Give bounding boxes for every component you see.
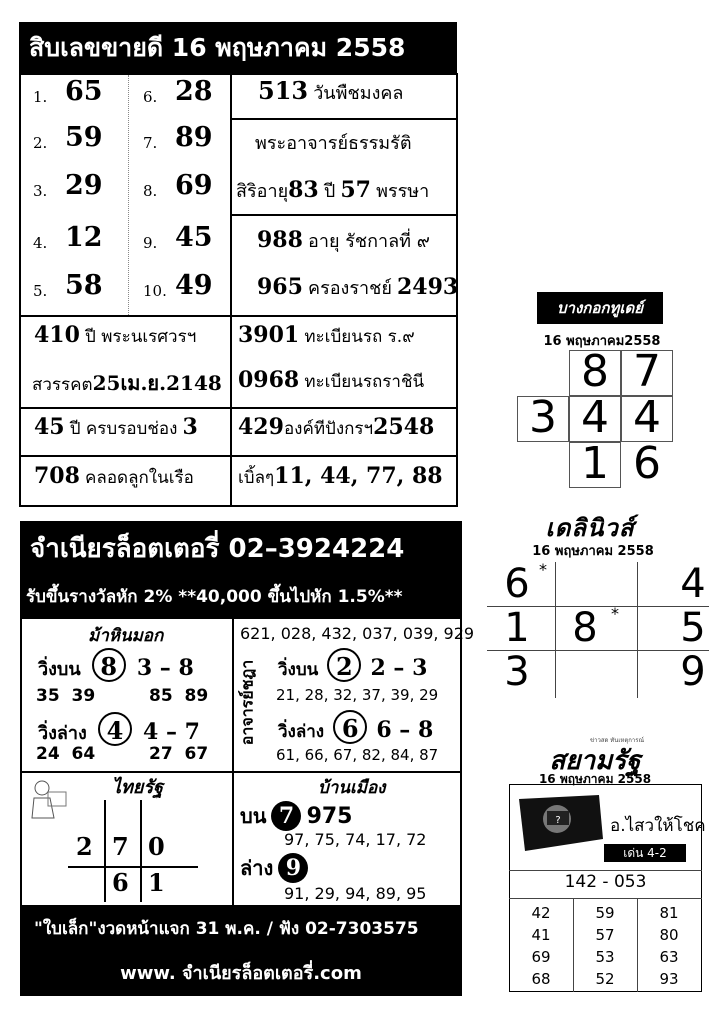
- mahinmok-title: ม้าหินมอก: [88, 626, 164, 646]
- achan-vertical-label: อาจารย์ชฎา: [237, 659, 257, 746]
- siamrath-cell: 52: [595, 970, 615, 988]
- row3-left1-text: ปี พระนเรศวรฯ: [85, 327, 197, 347]
- r3-n1: 83: [288, 177, 319, 203]
- top10-number: 58: [65, 270, 103, 301]
- siamrath-logo: สยามรัฐ: [549, 746, 641, 776]
- bangkok-digit: 6: [633, 438, 661, 489]
- achan-up-nums: 21, 28, 32, 37, 39, 29: [276, 686, 439, 704]
- bangkok-digit: 7: [633, 346, 661, 397]
- achan-up-circle: 2: [327, 648, 361, 682]
- thairath-digit: 6: [112, 868, 129, 897]
- thairath-title: ไทยรัฐ: [112, 777, 164, 798]
- top10-index: 10.: [143, 282, 167, 300]
- row4-left-text: ปี ครบรอบช่อง: [69, 419, 178, 439]
- dailynews-star: *: [539, 560, 547, 579]
- r5-number2: 2493: [396, 274, 459, 300]
- r1-row: [258, 76, 403, 107]
- achan-up: [278, 648, 427, 683]
- r5-row: [257, 273, 458, 302]
- dailynews-date: 16 พฤษภาคม 2558: [532, 544, 654, 559]
- mahinmok-up-nums-b: 85 89: [149, 686, 209, 706]
- siamrath-cell: 81: [659, 904, 679, 922]
- thairath-digit: 2: [76, 832, 93, 861]
- row3-left2-num: 25เม.ย.2148: [92, 371, 222, 395]
- row4-left-num: 45: [34, 414, 65, 440]
- dailynews-digit: 8: [572, 605, 598, 651]
- mahinmok-up-pair: 3 – 8: [136, 655, 194, 681]
- row3-right2-num: 0968: [238, 367, 300, 393]
- row4-left: [34, 414, 198, 442]
- top10-index: 6.: [143, 88, 158, 106]
- row3-right1-text: ทะเบียนรถ ร.๙: [304, 327, 415, 347]
- banmuang-down-circle: 9: [278, 853, 308, 883]
- section2-banner1: จำเนียรล็อตเตอรี่ 02–3924224: [20, 521, 462, 577]
- grid-line: [104, 800, 106, 902]
- bangkok-today-logo: [537, 292, 663, 324]
- bangkok-today-logo-text: บางกอกทูเดย์: [557, 299, 643, 317]
- grid-line: [637, 562, 638, 698]
- banmuang-up: [240, 800, 353, 832]
- dailynews-star: *: [611, 604, 619, 623]
- top10-number: 65: [65, 76, 103, 107]
- row5-left: [34, 463, 194, 491]
- siamrath-banner-text: อ.ไสวให้โชค: [610, 816, 706, 836]
- dailynews-digit: 6: [504, 561, 530, 607]
- dailynews-logo: เดลินิวส์: [545, 514, 635, 542]
- top10-number: 28: [175, 76, 213, 107]
- achan-down-pair: 6 – 8: [376, 717, 434, 743]
- siamrath-cell: 63: [659, 948, 679, 966]
- grid-line: [68, 866, 198, 868]
- thairath-digit: 1: [148, 868, 165, 897]
- banmuang-up-label: บน: [240, 804, 267, 828]
- achan-down-circle: 6: [333, 710, 367, 744]
- mahinmok-down-label: วิ่งล่าง: [38, 723, 87, 744]
- banmuang-down-label: ล่าง: [240, 856, 274, 880]
- row3-right2-text: ทะเบียนรถราชินี: [304, 372, 425, 392]
- r1-number: 513: [258, 76, 309, 105]
- row5-right-nums: 11, 44, 77, 88: [274, 463, 443, 489]
- banmuang-up-circle: 7: [271, 801, 301, 831]
- dailynews-digit: 1: [504, 605, 530, 651]
- row3-left1: [34, 322, 196, 350]
- mahinmok-up-nums-a: 35 39: [36, 686, 96, 706]
- achan-up-pair: 2 – 3: [370, 655, 428, 681]
- dailynews-digit: 3: [504, 649, 530, 695]
- thairath-logo-icon: [28, 778, 68, 826]
- row4-left-num2: 3: [182, 414, 198, 440]
- top10-index: 1.: [33, 88, 48, 106]
- top10-number: 49: [175, 270, 213, 301]
- svg-text:?: ?: [555, 815, 561, 826]
- siamrath-pair: 142 - 053: [564, 872, 647, 892]
- row3-right1: [238, 322, 415, 350]
- top10-number: 59: [65, 122, 103, 153]
- r5-number: 965: [257, 274, 303, 300]
- row5-left-num: 708: [34, 463, 80, 489]
- mahinmok-up: [38, 648, 194, 683]
- r1-text: วันพืชมงคล: [313, 83, 404, 104]
- mahinmok-down-nums-a: 24 64: [36, 744, 96, 764]
- r4-number: 988: [257, 227, 303, 253]
- bangkok-digit: 3: [529, 392, 557, 443]
- row3-left2: [32, 367, 222, 399]
- r3-n2: 57: [340, 177, 371, 203]
- grid-line: [555, 562, 556, 698]
- bangkok-digit: 8: [581, 346, 609, 397]
- siamrath-banner-icon: [519, 795, 603, 851]
- row4-right-text: องค์ทีปังกรฯ: [283, 419, 374, 439]
- r2-row: พระอาจารย์ธรรมรัติ: [255, 133, 412, 154]
- banmuang-down: [240, 852, 308, 884]
- siamrath-cell: 80: [659, 926, 679, 944]
- mahinmok-down-circle: 4: [98, 712, 132, 746]
- section1-banner: สิบเลขขายดี 16 พฤษภาคม 2558: [19, 22, 457, 74]
- siamrath-tag: เด่น 4-2: [604, 844, 686, 862]
- dailynews-digit: 4: [680, 561, 706, 607]
- row4-right-num2: 2548: [373, 414, 435, 440]
- top10-index: 8.: [143, 182, 158, 200]
- section2-footer2: www. จำเนียรล็อตเตอรี่.com: [20, 951, 462, 996]
- achan-down: [278, 710, 433, 745]
- top10-number: 12: [65, 222, 103, 253]
- bangkok-digit: 4: [581, 392, 609, 443]
- banmuang-title: บ้านเมือง: [318, 778, 386, 798]
- bangkok-digit: 1: [581, 438, 609, 489]
- siamrath-cell: 93: [659, 970, 679, 988]
- top10-number: 29: [65, 170, 103, 201]
- siamrath-cell: 53: [595, 948, 615, 966]
- banmuang-down-nums: 91, 29, 94, 89, 95: [284, 884, 427, 903]
- row3-right2: [238, 367, 424, 395]
- top10-index: 9.: [143, 234, 158, 252]
- siamrath-cell: 41: [531, 926, 551, 944]
- row3-right1-num: 3901: [238, 322, 300, 348]
- siamrath-cell: 69: [531, 948, 551, 966]
- r3-b: ปี: [323, 181, 336, 202]
- siamrath-cell: 59: [595, 904, 615, 922]
- section2-banner2: รับขึ้นรางวัลหัก 2% **40,000 ขึ้นไปหัก 1.5%**: [20, 577, 462, 617]
- banmuang-up-num: 975: [306, 804, 353, 829]
- mahinmok-down-nums-b: 27 67: [149, 744, 209, 764]
- siamrath-logo-small: ข่าวสด ทันเหตุการณ์: [590, 737, 645, 744]
- r3-row: [236, 176, 429, 205]
- grid-line: [140, 800, 142, 902]
- siamrath-cell: 42: [531, 904, 551, 922]
- top10-index: 4.: [33, 234, 48, 252]
- r4-text: อายุ รัชกาลที่ ๙: [308, 231, 430, 252]
- thairath-digit: 0: [148, 832, 165, 861]
- siamrath-date: 16 พฤษภาคม 2558: [538, 772, 652, 786]
- row3-left2-text: สวรรคต: [32, 375, 93, 395]
- bangkok-digit: 4: [633, 392, 661, 443]
- top10-index: 7.: [143, 134, 158, 152]
- mahinmok-up-circle: 8: [92, 648, 126, 682]
- row5-left-text: คลอดลูกในเรือ: [85, 468, 194, 488]
- row4-right: [238, 414, 434, 442]
- siamrath-cell: 57: [595, 926, 615, 944]
- r5-text: ครองราชย์: [308, 278, 392, 299]
- bangkok-today-date: 16 พฤษภาคม2558: [543, 334, 661, 349]
- row5-right-text: เบิ้ลๆ: [238, 468, 275, 488]
- thairath-digit: 7: [112, 832, 129, 861]
- top10-number: 45: [175, 222, 213, 253]
- top10-index: 5.: [33, 282, 48, 300]
- top10-index: 2.: [33, 134, 48, 152]
- mahinmok-down: [38, 712, 200, 747]
- r3-a: สิริอายุ: [236, 181, 289, 202]
- top10-number: 69: [175, 170, 213, 201]
- dailynews-digit: 9: [680, 649, 706, 695]
- achan-down-nums: 61, 66, 67, 82, 84, 87: [276, 746, 439, 764]
- achan-up-label: วิ่งบน: [278, 660, 319, 680]
- siamrath-cell: 68: [531, 970, 551, 988]
- mahinmok-up-label: วิ่งบน: [38, 659, 81, 680]
- row4-right-num: 429: [238, 414, 284, 440]
- achan-down-label: วิ่งล่าง: [278, 722, 325, 742]
- r4-row: [257, 226, 430, 255]
- r3-c: พรรษา: [376, 181, 430, 202]
- mahinmok-down-pair: 4 – 7: [143, 719, 200, 745]
- row5-right: [238, 463, 443, 491]
- banmuang-up-nums: 97, 75, 74, 17, 72: [284, 830, 427, 849]
- row3-left1-num: 410: [34, 322, 80, 348]
- section2-footer1: "ใบเล็ก"งวดหน้าแจก 31 พ.ค. / ฟัง 02-7303575: [20, 907, 462, 951]
- dailynews-digit: 5: [680, 605, 706, 651]
- top10-number: 89: [175, 122, 213, 153]
- top10-index: 3.: [33, 182, 48, 200]
- achan-top-list: 621, 028, 432, 037, 039, 929: [240, 624, 475, 643]
